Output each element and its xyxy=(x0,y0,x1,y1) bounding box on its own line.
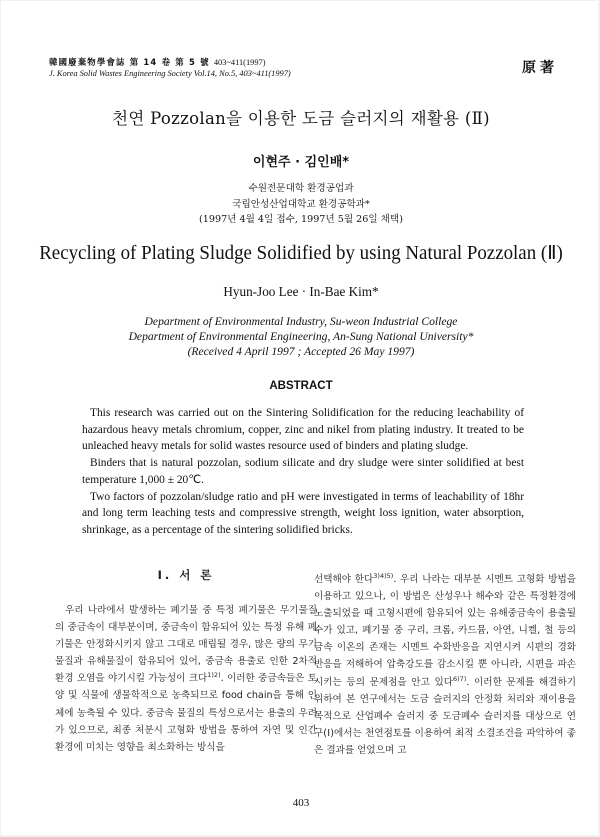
korean-affiliations xyxy=(1,181,600,228)
body-text: . 이러한 문제를 해결하기 위하여 본 연구에서는 도금 슬러지의 안정화 처리와 재이용을 목적으로 산업폐수 슬러지 중 도금폐수 슬러지를 대상으로 연구(Ⅰ)에서는 천연점토를 이용하여 최적 소결조건을 파악하여 좋은 결과를 얻었으며 고 xyxy=(314,676,576,756)
body-text: . 이러한 중금속들은 토양 및 식물에 생물학적으로 농축되므로 food chain을 통해 인체에 농축될 수 있다. 중금속 물질의 특성으로서는 용출의 우려가 있으므로, 최종 처분시 고형화 방법을 통하여 자연 및 인간환경에 미치는 영향을 최소화하는 방식을 xyxy=(55,673,317,753)
english-affiliation-1: Department of Environmental Industry, Su-weon Industrial College xyxy=(144,315,458,328)
korean-affiliation-1: 수원전문대학 환경공업과 xyxy=(248,183,354,194)
abstract-paragraph: Binders that is natural pozzolan, sodium silicate and dry sludge were sinter solidified at best temperature 1,000 ± 20℃. xyxy=(82,457,524,486)
article-type-label: 原著 xyxy=(522,60,558,76)
journal-citation-english: J. Korea Solid Wastes Engineering Society Vol.14, No.5, 403~411(1997) xyxy=(49,69,291,78)
korean-authors: 이현주 · 김인배* xyxy=(252,155,350,170)
english-title: Recycling of Plating Sludge Solidified by using Natural Pozzolan (Ⅱ) xyxy=(39,243,563,264)
page-number: 403 xyxy=(292,797,310,809)
korean-received-dates: (1997년 4월 4일 접수, 1997년 5월 26일 채택) xyxy=(199,214,403,225)
section-heading-introduction: Ⅰ. 서 론 xyxy=(157,568,215,582)
body-text: 선택해야 한다 xyxy=(314,574,374,585)
english-authors: Hyun-Joo Lee · In-Bae Kim* xyxy=(223,284,379,299)
english-received-dates: (Received 4 April 1997 ; Accepted 26 May 1997) xyxy=(187,345,415,358)
citation-ref: 3)4)5) xyxy=(373,572,394,580)
journal-citation-korean xyxy=(49,57,291,68)
citation-ref: 6)7) xyxy=(453,674,467,683)
journal-citation xyxy=(49,57,291,79)
korean-title: 천연 Pozzolan을 이용한 도금 슬러지의 재활용 (Ⅱ) xyxy=(112,109,490,128)
abstract-paragraph: This research was carried out on the Sintering Solidification for the reducing leachability of hazardous heavy metals chromium, copper, zinc and nikel from plating industry. It treated to be unleached heavy metals for solid wastes resource used of binders and plating sludge. xyxy=(82,407,524,453)
abstract-heading: ABSTRACT xyxy=(269,380,333,392)
body-text: 우리 나라에서 발생하는 폐기물 중 특정 폐기물은 무기물질의 중금속이 대부분이며, 중금속이 함유되어 있는 특정 유해 폐기물은 안정화시키지 않고 그대로 매립될 경우, 많은 량의 무기물질과 유해물질이 함유되어 있어, 중금속 용출로 인한 2차적 환경 오염을 야기시킬 가능성이 크다 xyxy=(55,605,317,685)
body-paragraph xyxy=(55,602,317,756)
body-text: . 우리 나라는 대부분 시멘트 고형화 방법을 이용하고 있으나, 이 방법은 산성우나 해수와 같은 특정환경에 노출되었을 때 고형시편에 함유되어 있는 유해중금속이 용출될 수가 있고, 폐기물 중 구리, 크롬, 카드뮴, 아연, 니켈, 철 등의 금속 이온의 존재는 시멘트 수화반응을 지연시켜 시편의 경화반응을 저해하여 압축강도를 감소시킬 뿐 아니라, 시편을 파손시키는 등의 문제점을 안고 있다 xyxy=(314,574,576,688)
abstract-body xyxy=(82,405,524,539)
english-affiliation-2: Department of Environmental Engineering, An-Sung National University* xyxy=(128,330,474,343)
body-column-right xyxy=(314,571,576,759)
korean-affiliation-2: 국립안성산업대학교 환경공학과* xyxy=(232,198,370,210)
body-column-left xyxy=(55,567,317,756)
english-affiliations xyxy=(1,314,600,359)
citation-ref: 1)2) xyxy=(207,671,221,680)
abstract-paragraph: Two factors of pozzolan/sludge ratio and pH were investigated in terms of leachability of 18hr and long term leaching tests and compressive strength, weight loss ignition, water absorption, shrinkage, as a percentage of the sintering solidified bricks. xyxy=(82,490,524,536)
body-paragraph xyxy=(314,571,576,759)
paper-page xyxy=(1,1,598,835)
journal-pages-korean: 403~411(1997) xyxy=(213,58,266,67)
journal-volume-korean: 韓國廢棄物學會誌 第 14 卷 第 5 號 xyxy=(49,57,210,67)
